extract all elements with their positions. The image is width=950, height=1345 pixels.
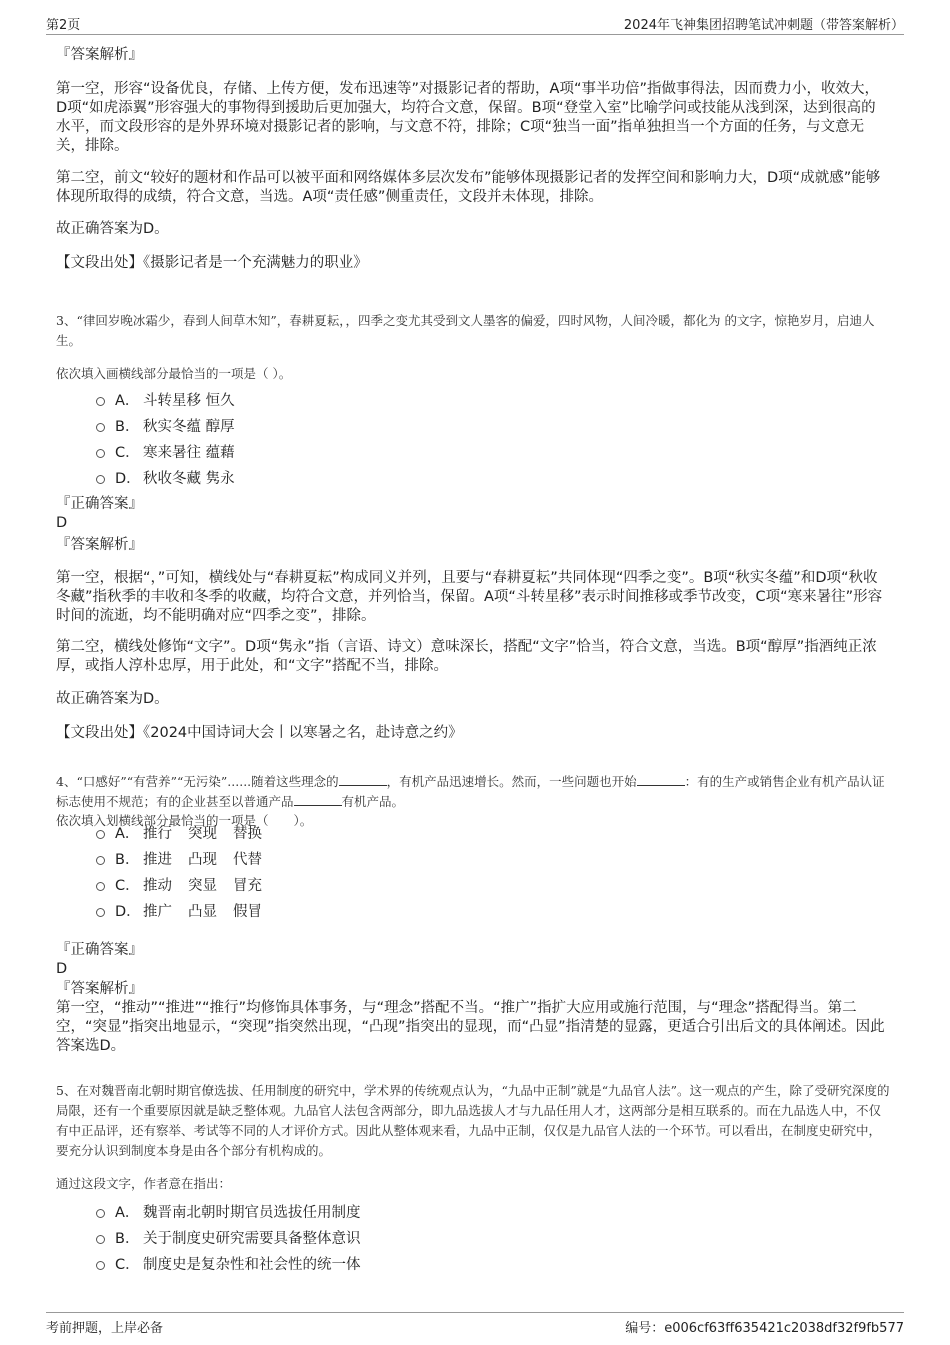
q2-analysis-title: 『答案解析』 <box>56 47 143 63</box>
q3-option-b[interactable]: B． 秋实冬蕴 醇厚 <box>96 415 235 436</box>
radio-icon[interactable] <box>96 830 105 839</box>
document-title: 2024年飞神集团招聘笔试冲刺题（带答案解析） <box>623 18 904 33</box>
q2-conclusion: 故正确答案为D。 <box>56 221 169 237</box>
q2-source: 【文段出处】《摄影记者是一个充满魅力的职业》 <box>56 255 368 271</box>
page-number: 第2页 <box>46 18 81 33</box>
radio-icon[interactable] <box>96 475 105 484</box>
q4-analysis-title: 『答案解析』 <box>56 981 143 997</box>
page-footer <box>46 1312 904 1337</box>
q5-stem: 5、在对魏晋南北朝时期官僚选拔、任用制度的研究中，学术界的传统观点认为，“九品中正制”就是“九品官人法”。这一观点的产生，除了受研究深度的局限，还有一个重要原因就是缺乏整体观。九品官人法包含两部分，即九品选拔人才与九品任用人才，这两部分是相互联系的。而在九品选人中，不仅有中正品评，还有察举、考试等不同的人才评价方式。因此从整体观来看，九品中正制，仅仅是九品官人法的一个环节。可以看出，在制度史研究中，要充分认识到制度本身是由各个部分有机构成的。 <box>56 1082 890 1158</box>
q3-option-c[interactable]: C． 寒来暑往 蕴藉 <box>96 441 235 462</box>
q2-analysis-p1: 第一空，形容“设备优良，存储、上传方便，发布迅速等”对摄影记者的帮助，A项“事半功倍”指做事得法，因而费力小，收效大，D项“如虎添翼”形容强大的事物得到援助后更加强大，均符合文意，保留。B项“登堂入室”比喻学问或技能从浅到深，达到很高的水平，而文段形容的是外界环境对摄影记者的影响，与文意不符，排除；C项“独当一面”指单独担当一个方面的任务，与文意无关，排除。 <box>56 81 879 154</box>
document-id: 编号：e006cf63ff635421c2038df32f9fb577 <box>625 1321 904 1336</box>
q3-analysis-p1: 第一空，根据“，”可知，横线处与“春耕夏耘”构成同义并列，且要与“春耕夏耘”共同体现“四季之变”。B项“秋实冬蕴”和D项“秋收冬藏”指秋季的丰收和冬季的收藏，均符合文意，并列恰当，保留。A项“斗转星移”表示时间推移或季节改变，C项“寒来暑往”形容时间的流逝，均不能明确对应“四季之变”，排除。 <box>56 570 883 624</box>
q3-source: 【文段出处】《2024中国诗词大会丨以寒暑之名，赴诗意之约》 <box>56 725 463 741</box>
q3-option-d[interactable]: D． 秋收冬藏 隽永 <box>96 467 235 488</box>
radio-icon[interactable] <box>96 423 105 432</box>
q3-option-a[interactable]: A． 斗转星移 恒久 <box>96 389 235 410</box>
q5-option-c[interactable]: C． 制度史是复杂性和社会性的统一体 <box>96 1253 361 1274</box>
q4-prompt: 依次填入划横线部分最恰当的一项是（ ）。 <box>56 812 313 828</box>
blank-line <box>637 773 685 786</box>
q3-prompt: 依次填入画横线部分最恰当的一项是（ ）。 <box>56 365 292 381</box>
q5-option-a[interactable]: A． 魏晋南北朝时期官员选拔任用制度 <box>96 1201 361 1222</box>
q4-option-d[interactable]: D． 推广 凸显 假冒 <box>96 900 262 921</box>
q3-stem: 3、“律回岁晚冰霜少，春到人间草木知”，春耕夏耘，，四季之变尤其受到文人墨客的偏爱，四时风物，人间冷暖，都化为 的文字，惊艳岁月，启迪人生。 <box>56 312 875 348</box>
radio-icon[interactable] <box>96 1235 105 1244</box>
q3-answer-title: 『正确答案』 <box>56 496 143 512</box>
q2-analysis-p2: 第二空，前文“较好的题材和作品可以被平面和网络媒体多层次发布”能够体现摄影记者的发挥空间和影响力大，D项“成就感”能够体现所取得的成绩，符合文意，当选。A项“责任感”侧重责任，文段并未体现，排除。 <box>56 170 881 205</box>
q5-prompt: 通过这段文字，作者意在指出： <box>56 1175 232 1191</box>
q4-answer: D <box>56 961 68 977</box>
q4-option-c[interactable]: C． 推动 突显 冒充 <box>96 874 262 895</box>
page-header <box>46 12 904 35</box>
blank-line <box>339 773 387 786</box>
footer-slogan: 考前押题，上岸必备 <box>46 1321 164 1336</box>
q4-stem: 4、“口感好”“有营养”“无污染”......随着这些理念的 ，有机产品迅速增长。然而，一些问题也开始 ：有的生产或销售企业有机产品认证标志使用不规范；有的企业甚至以普通产品 有机产品。 <box>56 773 885 809</box>
radio-icon[interactable] <box>96 1209 105 1218</box>
q4-answer-title: 『正确答案』 <box>56 942 143 958</box>
q4-analysis: 第一空，“推动”“推进”“推行”均修饰具体事务，与“理念”搭配不当。“推广”指扩大应用或施行范围，与“理念”搭配得当。第二空，“突显”指突出地显示，“突现”指突然出现，“凸现”指突出的显现，而“凸显”指清楚的显露，更适合引出后文的具体阐述。因此答案选D。 <box>56 1000 885 1054</box>
radio-icon[interactable] <box>96 1261 105 1270</box>
q3-answer: D <box>56 515 68 531</box>
q3-conclusion: 故正确答案为D。 <box>56 691 169 707</box>
radio-icon[interactable] <box>96 449 105 458</box>
q5-option-b[interactable]: B． 关于制度史研究需要具备整体意识 <box>96 1227 361 1248</box>
radio-icon[interactable] <box>96 397 105 406</box>
q4-option-b[interactable]: B． 推进 凸现 代替 <box>96 848 262 869</box>
q3-analysis-p2: 第二空，横线处修饰“文字”。D项“隽永”指（言语、诗文）意味深长，搭配“文字”恰当，符合文意，当选。B项“醇厚”指酒纯正浓厚，或指人淳朴忠厚，用于此处，和“文字”搭配不当，排除。 <box>56 639 877 674</box>
q4-option-a[interactable]: A． 推行 突现 替换 <box>96 822 262 843</box>
radio-icon[interactable] <box>96 856 105 865</box>
radio-icon[interactable] <box>96 882 105 891</box>
radio-icon[interactable] <box>96 908 105 917</box>
q3-analysis-title: 『答案解析』 <box>56 537 143 553</box>
